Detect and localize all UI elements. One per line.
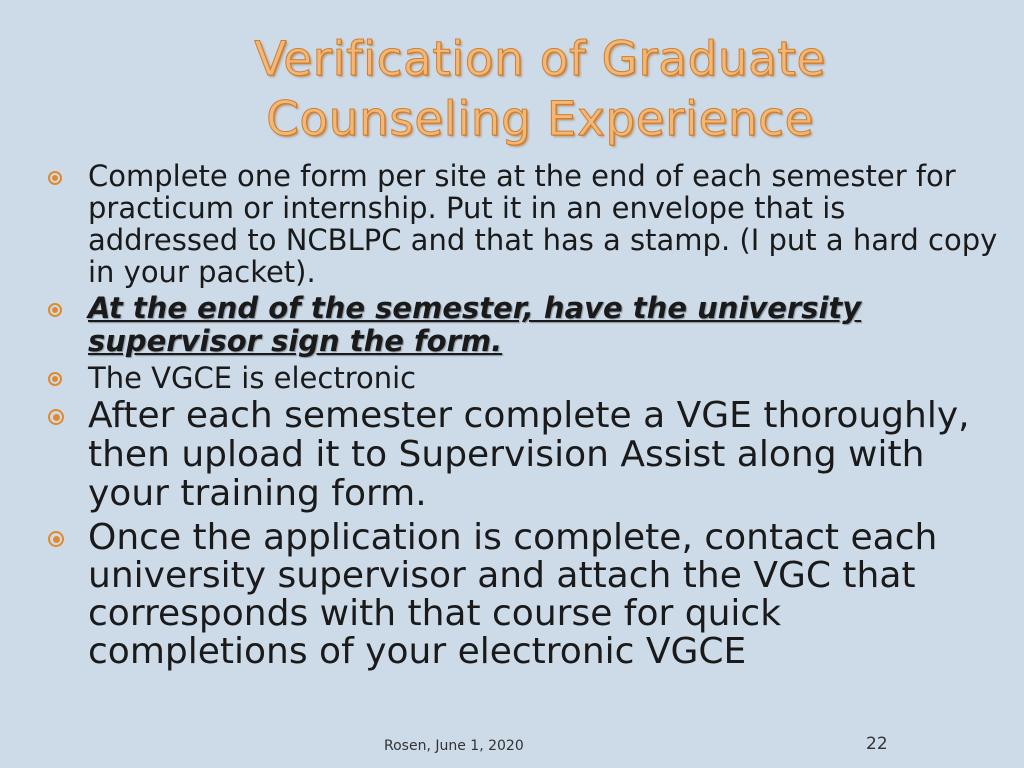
bullet-circle-icon [48, 531, 64, 547]
bullet-circle-icon [48, 303, 62, 317]
bullet-list [48, 160, 998, 671]
bullet-circle-icon [48, 171, 62, 185]
bullet-item [48, 396, 998, 513]
bullet-item [48, 292, 998, 358]
bullet-text: After each semester complete a VGE thoroughly, then upload it to Supervision Assist along with your training form. [88, 395, 970, 514]
bullet-text: Complete one form per site at the end of each semester for practicum or internship. Put it in an envelope that is addressed to NCBLPC and that has a stamp. (I put a hard copy in your packet). [88, 159, 998, 289]
bullet-item [48, 360, 998, 396]
bullet-text: The VGCE is electronic [88, 361, 417, 395]
slide-footer: Rosen, June 1, 2020 [384, 738, 524, 754]
bullet-text: At the end of the semester, have the university supervisor sign the form. [88, 291, 862, 358]
slide-title-line2: Counseling Experience [266, 92, 814, 147]
bullet-item [48, 519, 998, 671]
page-number: 22 [866, 734, 888, 754]
bullet-circle-icon [48, 409, 64, 425]
bullet-item [48, 160, 998, 288]
bullet-text: Once the application is complete, contact each university supervisor and attach the VGC that corresponds with that course for quick completions of your electronic VGCE [88, 517, 938, 672]
slide-title [120, 30, 960, 150]
bullet-circle-icon [48, 372, 62, 386]
slide-title-line1: Verification of Graduate [254, 32, 826, 87]
